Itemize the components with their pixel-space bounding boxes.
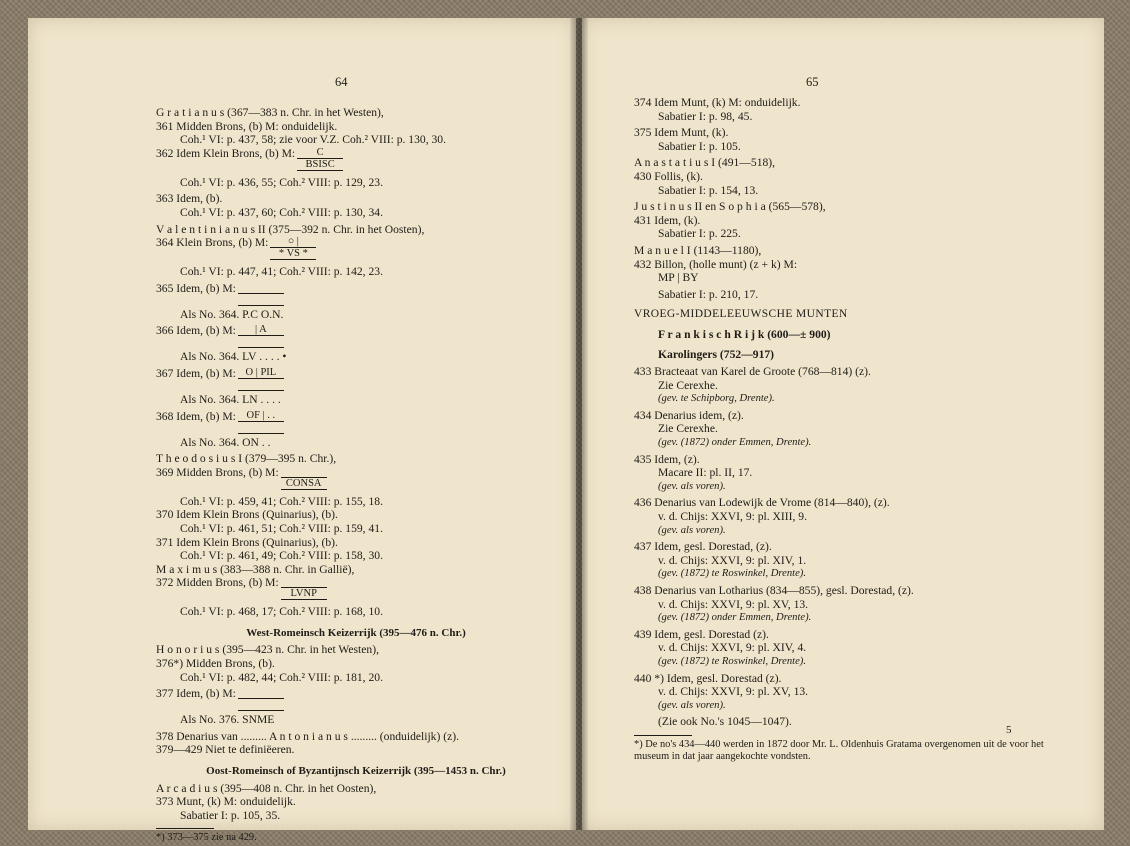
text-line: v. d. Chijs: XXVI, 9: pl. XV, 13. (658, 597, 809, 611)
text-line: 364 Klein Brons, (b) M: ○ | * VS * (156, 236, 556, 262)
text-line: 363 Idem, (b). (156, 192, 223, 206)
text-line: Karolingers (752—917) (658, 347, 775, 361)
text-line: F r a n k i s c h R i j k (600—± 900) (658, 327, 831, 341)
coin-legend: | A (238, 324, 284, 348)
text-line: Als No. 364. P.C O.N. (180, 307, 284, 321)
text-line: Macare II: pl. II, 17. (658, 466, 753, 480)
text-line: 368 Idem, (b) M: OF | . . (156, 410, 556, 436)
text-line: Coh.¹ VI: p. 437, 60; Coh.² VIII: p. 130, 34. (180, 205, 383, 219)
right-page-text (634, 96, 1074, 764)
text-line: 370 Idem Klein Brons (Quinarius), (b). (156, 508, 338, 522)
text-line: (Zie ook No.'s 1045—1047). (658, 715, 792, 729)
text-line: Coh.¹ VI: p. 436, 55; Coh.² VIII: p. 129, 23. (180, 175, 383, 189)
footnote: *) De no's 434—440 werden in 1872 door Mr. L. Oldenhuis Gratama overgenomen uit de voor het museum in dat jaar aangekochte vondsten. (634, 738, 1044, 763)
text-line: Coh.¹ VI: p. 459, 41; Coh.² VIII: p. 155, 18. (180, 494, 383, 508)
page-number-right: 65 (806, 75, 819, 89)
text-line: 433 Bracteaat van Karel de Groote (768—814) (z). (634, 365, 871, 379)
text-line: J u s t i n u s II en S o p h i a (565—578), (634, 200, 826, 214)
coin-legend: LVNP (281, 576, 327, 600)
text-line: 437 Idem, gesl. Dorestad, (z). (634, 540, 772, 554)
text-line: T h e o d o s i u s I (379—395 n. Chr.), (156, 452, 337, 466)
text-line: H o n o r i u s (395—423 n. Chr. in het Westen), (156, 643, 379, 657)
text-line: 367 Idem, (b) M: O | PIL (156, 367, 556, 393)
text-line: (gev. (1872) te Roswinkel, Drente). (658, 568, 806, 580)
text-line: VROEG-MIDDELEEUWSCHE MUNTEN (634, 308, 848, 321)
text-line: Als No. 364. LN . . . . (180, 392, 281, 406)
text-line: 376*) Midden Brons, (b). (156, 657, 275, 671)
text-line: A r c a d i u s (395—408 n. Chr. in het Oosten), (156, 781, 377, 795)
text-line: (gev. als voren). (658, 524, 726, 536)
text-line: 375 Idem Munt, (k). (634, 126, 729, 140)
text-line: v. d. Chijs: XXVI, 9: pl. XV, 13. (658, 685, 809, 699)
text-line: M a x i m u s (383—388 n. Chr. in Gallië), (156, 562, 355, 576)
text-line: (gev. als voren). (658, 699, 726, 711)
text-line: Als No. 376. SNME (180, 713, 275, 727)
text-line: Zie Cerexhe. (658, 378, 718, 392)
text-line: Sabatier I: p. 154, 13. (658, 183, 759, 197)
text-line: Oost-Romeinsch of Byzantijnsch Keizerrijk (395—1453 n. Chr.) (206, 765, 506, 778)
text-line: 365 Idem, (b) M: (156, 282, 556, 308)
text-line: 373 Munt, (k) M: onduidelijk. (156, 795, 296, 809)
text-line: 430 Follis, (k). (634, 169, 703, 183)
text-line: 436 Denarius van Lodewijk de Vrome (814—840), (z). (634, 496, 890, 510)
text-line: West-Romeinsch Keizerrijk (395—476 n. Chr.) (246, 626, 466, 639)
text-line: MP | BY (658, 271, 699, 285)
coin-legend: CONSA (281, 466, 327, 490)
coin-legend: O | PIL (238, 367, 284, 391)
text-line: 377 Idem, (b) M: (156, 687, 556, 713)
text-line: G r a t i a n u s (367—383 n. Chr. in het Westen), (156, 106, 384, 119)
text-line: (gev. (1872) onder Emmen, Drente). (658, 612, 812, 624)
text-line: 439 Idem, gesl. Dorestad (z). (634, 627, 769, 641)
text-line: 361 Midden Brons, (b) M: onduidelijk. (156, 119, 338, 133)
page-number-left: 64 (335, 75, 348, 89)
text-line: 440 *) Idem, gesl. Dorestad (z). (634, 671, 782, 685)
text-line: 431 Idem, (k). (634, 213, 701, 227)
text-line: Sabatier I: p. 105. (658, 139, 741, 153)
text-line: (gev. als voren). (658, 480, 726, 492)
text-line: Als No. 364. ON . . (180, 435, 271, 449)
coin-legend: OF | . . (238, 410, 284, 434)
text-line: (gev. (1872) onder Emmen, Drente). (658, 437, 812, 449)
text-line: M a n u e l I (1143—1180), (634, 243, 762, 257)
text-line: 378 Denarius van ......... A n t o n i a n u s ......... (onduidelijk) (z). (156, 729, 460, 743)
footnote-rule (634, 735, 692, 736)
text-line: 434 Denarius idem, (z). (634, 408, 744, 422)
footnote: *) 373—375 zie na 429. (156, 832, 257, 844)
text-line: 369 Midden Brons, (b) M: CONSA (156, 466, 556, 492)
text-line: v. d. Chijs: XXVI, 9: pl. XIV, 1. (658, 553, 807, 567)
text-line: (gev. te Schipborg, Drente). (658, 393, 775, 405)
text-line: Zie Cerexhe. (658, 422, 718, 436)
right-page (582, 18, 1104, 830)
text-line: 366 Idem, (b) M: | A (156, 324, 556, 350)
text-line: 372 Midden Brons, (b) M: LVNP (156, 576, 556, 602)
text-line: 432 Billon, (holle munt) (z + k) M: (634, 257, 798, 271)
signature-mark: 5 (1006, 724, 1012, 736)
text-line: 435 Idem, (z). (634, 452, 700, 466)
text-line: Als No. 364. LV . . . . • (180, 350, 287, 364)
coin-legend: ○ | * VS * (270, 236, 316, 260)
coin-legend (238, 687, 284, 711)
text-line: Coh.¹ VI: p. 437, 58; zie voor V.Z. Coh.² VIII: p. 130, 30. (180, 133, 446, 147)
text-line: Sabatier I: p. 98, 45. (658, 109, 753, 123)
text-line: Sabatier I: p. 225. (658, 227, 741, 241)
text-line: 371 Idem Klein Brons (Quinarius), (b). (156, 535, 338, 549)
book-gutter (570, 18, 588, 830)
text-line: (gev. (1872) te Roswinkel, Drente). (658, 655, 806, 667)
text-line: 438 Denarius van Lotharius (834—855), gesl. Dorestad, (z). (634, 584, 914, 597)
coin-legend (238, 282, 284, 306)
text-line: V a l e n t i n i a n u s II (375—392 n. Chr. in het Oosten), (156, 222, 425, 236)
text-line: Coh.¹ VI: p. 447, 41; Coh.² VIII: p. 142, 23. (180, 265, 383, 279)
text-line: A n a s t a t i u s I (491—518), (634, 156, 776, 170)
text-line: Coh.¹ VI: p. 461, 51; Coh.² VIII: p. 159, 41. (180, 521, 383, 535)
text-line: Coh.¹ VI: p. 461, 49; Coh.² VIII: p. 158, 30. (180, 549, 383, 563)
footnote-rule (156, 828, 214, 829)
text-line: Coh.¹ VI: p. 482, 44; Coh.² VIII: p. 181, 20. (180, 670, 383, 684)
text-line: Sabatier I: p. 105, 35. (180, 808, 281, 822)
text-line: 362 Idem Klein Brons, (b) M: C BSISC (156, 147, 556, 173)
text-line: v. d. Chijs: XXVI, 9: pl. XIV, 4. (658, 641, 807, 655)
coin-legend: C BSISC (297, 147, 343, 171)
text-line: 374 Idem Munt, (k) M: onduidelijk. (634, 96, 801, 109)
text-line: 379—429 Niet te definiëeren. (156, 743, 295, 757)
text-line: Sabatier I: p. 210, 17. (658, 287, 759, 301)
text-line: Coh.¹ VI: p. 468, 17; Coh.² VIII: p. 168, 10. (180, 605, 383, 619)
text-line: v. d. Chijs: XXVI, 9: pl. XIII, 9. (658, 510, 807, 524)
left-page-text (156, 106, 556, 845)
left-page (28, 18, 576, 844)
